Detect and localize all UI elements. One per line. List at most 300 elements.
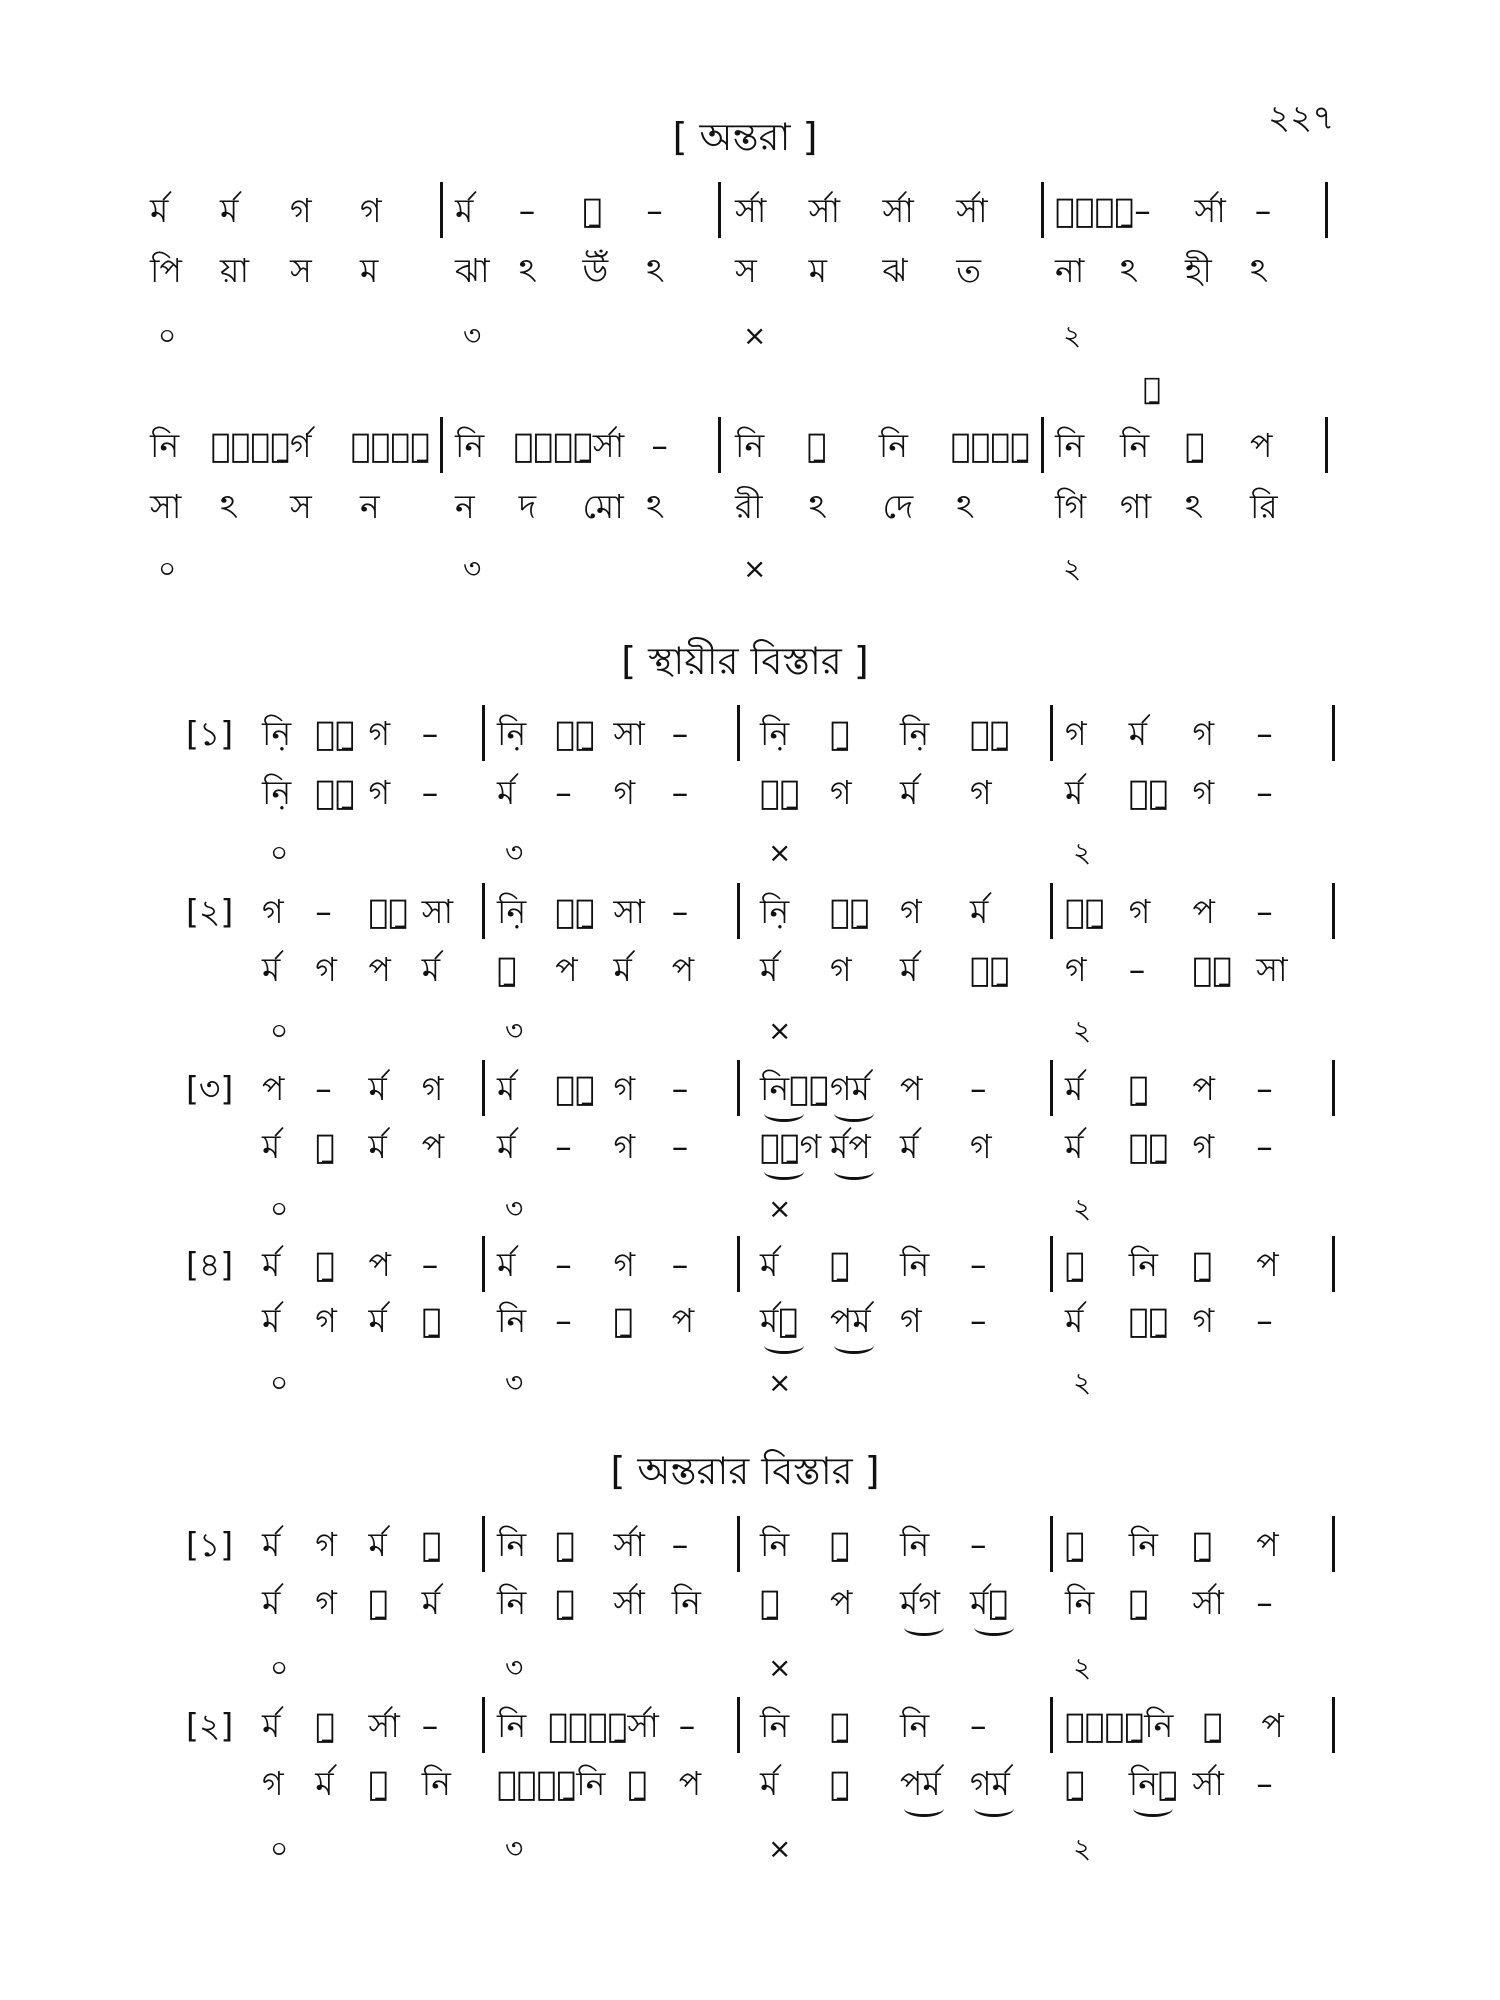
measure <box>1055 246 1315 296</box>
beat-marker-text: ৩ <box>463 319 482 352</box>
swara-note: ধ̱ <box>613 1301 634 1340</box>
beat-marker <box>270 1643 330 1693</box>
measure <box>760 887 1040 937</box>
beat-marker-text: ২ <box>1063 319 1082 352</box>
swara-note: ধ̱ <box>421 1301 442 1340</box>
swara-note: নি <box>760 1525 790 1564</box>
measure <box>735 482 1030 532</box>
measure <box>262 1578 475 1628</box>
swara-note: – <box>421 773 439 812</box>
measure <box>1055 186 1315 236</box>
swara-note: ধ̱ <box>830 1245 850 1284</box>
beat-markers-row <box>0 1006 1500 1056</box>
swara-note: প <box>830 1583 853 1622</box>
lyric-syllable: ঽ <box>1250 251 1268 290</box>
swara-note: র্ম <box>368 1127 387 1166</box>
beat-markers-row <box>0 311 1500 361</box>
swara-note: গ <box>360 191 382 230</box>
swara-note: – <box>1256 1301 1273 1340</box>
bar-line <box>1332 1516 1335 1572</box>
lyric-syllable: হী <box>1185 251 1212 290</box>
swara-note: নি <box>1128 1525 1158 1564</box>
swara-note: র্গ <box>290 426 312 465</box>
measure <box>262 1122 475 1172</box>
swara-note: পর্ম <box>900 1759 970 1809</box>
beat-marker <box>768 1358 828 1408</box>
swara-note: গ <box>613 1245 636 1284</box>
swara-note: গ <box>900 1301 922 1340</box>
swara-note: নি <box>1120 426 1150 465</box>
swara-row <box>0 1701 1500 1751</box>
swara-note: রে̱ <box>315 773 355 812</box>
swara-note: র্ম <box>150 191 169 230</box>
swara-note: নি় <box>262 773 292 812</box>
swara-note: ধ̱ <box>315 1706 336 1745</box>
swara-note: রে̱ <box>555 1069 595 1108</box>
swara-note: – <box>421 1245 439 1284</box>
swara-note: গ <box>1192 1127 1215 1166</box>
swara-note: – <box>671 773 689 812</box>
swara-note: র্ম <box>760 950 779 989</box>
swara-note: গ <box>290 191 312 230</box>
swara-note: রে̱ <box>970 950 1010 989</box>
beat-marker-text: ০ <box>270 1192 289 1225</box>
beat-marker <box>463 311 523 361</box>
swara-note: নি় <box>760 714 790 753</box>
swara-note: গ <box>900 892 922 931</box>
swara-note: নি <box>900 1706 930 1745</box>
lyric-syllable: মো <box>582 487 624 526</box>
swara-note: নি় <box>900 714 930 753</box>
swara-note: – <box>651 426 668 465</box>
swara-row <box>0 1064 1500 1114</box>
measure <box>455 482 710 532</box>
measure <box>735 186 1030 236</box>
lyric-row <box>0 482 1500 532</box>
swara-note: গ <box>315 950 337 989</box>
swara-note: – <box>555 773 572 812</box>
swara-note: ধ̱ <box>368 1764 389 1803</box>
swara-note: র্ম <box>900 1127 919 1166</box>
swara-note: ধ̱ <box>830 1706 850 1745</box>
beat-marker-text: ৩ <box>505 1366 524 1399</box>
lyric-syllable: স <box>290 487 312 526</box>
bar-line <box>440 182 443 238</box>
swara-row <box>0 1296 1500 1346</box>
swara-note: প <box>1250 426 1273 465</box>
swara-note: র্সা <box>956 191 988 230</box>
swara-note: – <box>555 1301 572 1340</box>
swara-row <box>0 768 1500 818</box>
swara-row <box>0 1122 1500 1172</box>
swara-note: র্ম <box>262 1583 281 1622</box>
measure <box>497 945 730 995</box>
measure <box>150 421 430 471</box>
beat-marker-text: ০ <box>270 1014 289 1047</box>
swara-note: গ <box>315 1525 337 1564</box>
swara-note: প <box>368 1245 391 1284</box>
swara-note: রে̱ <box>368 892 409 931</box>
swara-note: প <box>900 1069 923 1108</box>
swara-note: গ <box>315 1583 337 1622</box>
swara-note: রে̱ <box>555 892 595 931</box>
swara-note: গ <box>970 773 992 812</box>
swara-note: র্সা <box>1192 1764 1224 1803</box>
swara-note: নি <box>900 1525 930 1564</box>
swara-note: র্সা <box>735 191 767 230</box>
beat-marker <box>505 1643 565 1693</box>
swara-note: – <box>1256 1127 1273 1166</box>
beat-marker <box>505 1006 565 1056</box>
swara-row <box>0 186 1500 236</box>
swara-note: ধ̱ <box>1065 1245 1085 1284</box>
lyric-row <box>0 246 1500 296</box>
swara-note: র্সা <box>613 1583 645 1622</box>
beat-marker-text: ০ <box>270 1366 289 1399</box>
swara-note: র্ম <box>262 1525 281 1564</box>
bar-line <box>1050 1060 1053 1116</box>
swara-note: – <box>1128 950 1146 989</box>
bar-line <box>1050 705 1053 761</box>
swara-note: ধ̱ <box>1202 1706 1223 1745</box>
beat-marker-text: ০ <box>158 552 177 585</box>
beat-markers-row <box>0 1358 1500 1408</box>
swara-note: ধ̱ <box>806 426 827 465</box>
measure <box>262 1759 475 1809</box>
measure <box>735 421 1030 471</box>
swara-note: নি় <box>497 714 527 753</box>
swara-note: ধ̱ <box>1192 1525 1213 1564</box>
lyric-syllable: ন <box>455 487 475 526</box>
lyric-syllable: ম <box>360 251 379 290</box>
swara-note: – <box>970 1245 987 1284</box>
measure <box>760 945 1040 995</box>
swara-note: গ <box>368 773 391 812</box>
beat-marker <box>270 1184 330 1234</box>
lyric-syllable: ঽ <box>646 487 665 526</box>
beat-marker-text: ২ <box>1063 552 1082 585</box>
measure <box>1065 887 1320 937</box>
swara-note: র্ম <box>262 1706 281 1745</box>
measure <box>1065 1240 1320 1290</box>
vistar-number-label: [১] <box>186 1525 234 1564</box>
swara-note: রে̱ <box>760 773 800 812</box>
measure <box>497 1701 730 1751</box>
beat-marker <box>768 1824 828 1874</box>
swara-note: গ <box>1065 950 1087 989</box>
swara-note: – <box>315 892 332 931</box>
measure <box>1065 1296 1320 1346</box>
swara-note: র্ম <box>262 950 281 989</box>
swara-note: ধ̱ <box>830 1764 850 1803</box>
beat-marker <box>768 828 828 878</box>
swara-note: – <box>671 1245 689 1284</box>
measure <box>262 945 475 995</box>
swara-note: রে̱ <box>1128 773 1169 812</box>
swara-note: র্মধ̱ <box>760 1296 830 1346</box>
swara-note: র্ম <box>455 191 474 230</box>
swara-note: গ <box>421 1069 444 1108</box>
swara-row <box>0 1759 1500 1809</box>
swara-note: গ <box>262 892 284 931</box>
swara-note: ধ̱ <box>1185 426 1205 465</box>
beat-marker-text: × <box>743 319 767 352</box>
beat-marker-text: ০ <box>270 1832 289 1865</box>
lyric-syllable: গি <box>1055 487 1087 526</box>
swara-note: নি <box>1065 1583 1095 1622</box>
swara-note: – <box>421 1706 439 1745</box>
swara-note: গ <box>1128 892 1151 931</box>
swara-note: র্ম <box>1065 1301 1084 1340</box>
swara-note: র্রে̱ <box>497 1764 577 1803</box>
swara-note: নি <box>497 1583 527 1622</box>
swara-note: র্রে̱ <box>350 426 430 465</box>
measure <box>262 1296 475 1346</box>
swara-note: নি <box>576 1764 606 1803</box>
swara-note: র্সা <box>592 426 625 465</box>
swara-note: রে̱ <box>315 714 355 753</box>
beat-markers-row <box>0 828 1500 878</box>
beat-marker <box>158 311 218 361</box>
swara-note: র্মপ <box>830 1122 900 1172</box>
swara-note: সা <box>421 892 454 931</box>
lyric-syllable: ঝ <box>882 251 908 290</box>
swara-note: নি <box>760 1706 790 1745</box>
bar-line <box>737 1060 740 1116</box>
measure <box>1065 1122 1320 1172</box>
vistar-number-label: [৪] <box>186 1245 234 1284</box>
swara-note: নি <box>150 426 180 465</box>
measure <box>497 1240 730 1290</box>
lyric-syllable: রি <box>1250 487 1278 526</box>
swara-note: গ <box>613 1069 636 1108</box>
bar-line <box>718 182 721 238</box>
bar-line <box>1332 705 1335 761</box>
swara-note: গ <box>315 1301 337 1340</box>
swara-note: র্ম <box>497 773 516 812</box>
swara-note: নি় <box>262 714 292 753</box>
kan-swara: ধ̱ <box>1143 372 1162 407</box>
lyric-syllable: উঁ <box>582 251 609 290</box>
swara-note: র্ম <box>368 1069 387 1108</box>
measure <box>262 709 475 759</box>
swara-note: – <box>970 1706 987 1745</box>
measure <box>497 1759 730 1809</box>
swara-note: প <box>1192 892 1215 931</box>
measure <box>497 709 730 759</box>
swara-note: র্সা <box>808 191 841 230</box>
beat-marker-text: × <box>768 836 792 869</box>
beat-marker <box>768 1643 828 1693</box>
lyric-syllable: ঽ <box>956 487 975 526</box>
swara-note: নি <box>735 426 765 465</box>
swara-note: র্মধ̱ <box>970 1578 1040 1628</box>
swara-note: ধ̱ <box>830 1525 850 1564</box>
swara-note: র্ম <box>262 1127 281 1166</box>
swara-note: প <box>671 1301 695 1340</box>
beat-marker <box>270 1824 330 1874</box>
swara-note: র্সা <box>368 1706 400 1745</box>
swara-note: নিরে̱ <box>760 1064 830 1114</box>
swara-note: ধ̱ <box>830 714 850 753</box>
swara-note: – <box>970 1525 987 1564</box>
swara-note: ধ̱ <box>368 1583 389 1622</box>
beat-marker-text: × <box>768 1014 792 1047</box>
beat-marker <box>1063 544 1123 594</box>
beat-marker <box>270 828 330 878</box>
swara-note: ধ̱ <box>1065 1764 1085 1803</box>
swara-note: পর্ম <box>830 1296 900 1346</box>
beat-marker <box>1073 1184 1133 1234</box>
measure <box>150 186 430 236</box>
swara-note: সা <box>613 892 645 931</box>
measure <box>262 1240 475 1290</box>
swara-note: র্ম <box>368 1301 387 1340</box>
swara-note: রে̱ <box>1065 892 1105 931</box>
beat-marker-text: ২ <box>1073 1192 1092 1225</box>
swara-row <box>0 887 1500 937</box>
swara-note: র্রে̱ <box>210 426 290 465</box>
swara-note: র্রে̱ <box>1055 191 1135 230</box>
bar-line <box>482 1516 485 1572</box>
swara-note: র্রে̱ <box>950 426 1030 465</box>
swara-note: – <box>1256 892 1273 931</box>
swara-note: নি <box>1128 1245 1158 1284</box>
lyric-syllable: স <box>735 251 757 290</box>
section-title: [ স্থায়ীর বিস্তার ] <box>621 639 869 683</box>
beat-marker-text: ৩ <box>505 836 524 869</box>
swara-note: সা <box>1256 950 1288 989</box>
swara-note: – <box>1256 1583 1273 1622</box>
beat-marker <box>505 828 565 878</box>
swara-note: নি় <box>497 892 527 931</box>
measure <box>497 887 730 937</box>
bar-line <box>1332 1697 1335 1753</box>
lyric-syllable: ঽ <box>646 251 665 290</box>
measure <box>1065 709 1320 759</box>
lyric-syllable: দে <box>882 487 914 526</box>
swara-note: র্রে̱ <box>513 426 593 465</box>
measure <box>497 768 730 818</box>
swara-note: – <box>671 1127 689 1166</box>
swara-note: – <box>671 1525 689 1564</box>
swara-note: প <box>1256 1245 1279 1284</box>
vistar-number-label: [৩] <box>186 1069 234 1108</box>
swara-note: – <box>970 1301 987 1340</box>
swara-note: – <box>671 892 689 931</box>
beat-marker <box>1073 1358 1133 1408</box>
swara-row <box>0 1578 1500 1628</box>
swara-note: র্ম <box>1128 714 1148 753</box>
beat-marker <box>505 1184 565 1234</box>
swara-note: গ <box>613 773 636 812</box>
page-number: ২২৭ <box>1268 98 1335 138</box>
swara-note: র্ম <box>1065 1127 1084 1166</box>
beat-markers-row <box>0 1184 1500 1234</box>
beat-markers-row <box>0 1824 1500 1874</box>
beat-marker <box>743 311 803 361</box>
swara-note: – <box>671 1069 689 1108</box>
lyric-syllable: ঝা <box>455 251 490 290</box>
beat-marker-text: ৩ <box>505 1832 524 1865</box>
beat-marker <box>743 544 803 594</box>
swara-note: ধ̱ <box>555 1583 576 1622</box>
swara-note: র্ম <box>497 1245 516 1284</box>
beat-marker <box>463 544 523 594</box>
lyric-syllable: ত <box>956 251 982 290</box>
swara-note: প <box>1192 1069 1215 1108</box>
beat-marker <box>1073 828 1133 878</box>
bar-line <box>1332 1236 1335 1292</box>
measure <box>1065 945 1320 995</box>
swara-note: র্ম <box>262 1301 281 1340</box>
lyric-syllable: য়া <box>220 251 250 290</box>
bar-line <box>482 1236 485 1292</box>
swara-row <box>0 421 1500 471</box>
swara-note: র্ম <box>497 1069 516 1108</box>
measure <box>760 768 1040 818</box>
beat-marker <box>1063 311 1123 361</box>
swara-note: – <box>555 1245 572 1284</box>
swara-note: ধ̱ <box>315 1127 336 1166</box>
measure <box>760 1578 1040 1628</box>
beat-marker-text: ৩ <box>505 1651 524 1684</box>
swara-note: প <box>1256 1525 1279 1564</box>
bar-line <box>737 883 740 939</box>
bar-line <box>737 705 740 761</box>
measure <box>760 709 1040 759</box>
swara-note: – <box>646 191 663 230</box>
lyric-syllable: পি <box>150 251 182 290</box>
swara-note: রে̱ <box>1192 950 1233 989</box>
swara-note: নি <box>497 1706 527 1745</box>
swara-note: গ <box>1065 714 1087 753</box>
lyric-syllable: ঽ <box>220 487 238 526</box>
swara-note: গ <box>368 714 391 753</box>
bar-line <box>1325 417 1328 473</box>
beat-marker-text: × <box>768 1832 792 1865</box>
beat-marker-text: ২ <box>1073 1014 1092 1047</box>
swara-note: নি <box>671 1583 701 1622</box>
swara-note: প <box>678 1764 702 1803</box>
bar-line <box>737 1236 740 1292</box>
vistar-number-label: [২] <box>186 1706 234 1745</box>
beat-marker <box>505 1824 565 1874</box>
measure <box>150 246 430 296</box>
beat-marker-text: ০ <box>270 1651 289 1684</box>
swara-note: নি <box>1055 426 1085 465</box>
swara-note: নি <box>497 1525 527 1564</box>
beat-marker-text: × <box>768 1651 792 1684</box>
swara-note: নি <box>497 1301 527 1340</box>
swara-note: – <box>1134 191 1151 230</box>
beat-markers-row <box>0 544 1500 594</box>
swara-note: প <box>1261 1706 1284 1745</box>
measure <box>262 1064 475 1114</box>
beat-marker <box>505 1358 565 1408</box>
swara-note: – <box>518 191 536 230</box>
lyric-syllable: ম <box>808 251 828 290</box>
measure <box>262 768 475 818</box>
measure <box>497 1296 730 1346</box>
bar-line <box>482 1697 485 1753</box>
measure <box>1065 1064 1320 1114</box>
beat-marker <box>158 544 218 594</box>
measure <box>735 246 1030 296</box>
swara-note: – <box>1254 191 1272 230</box>
swara-note: ধ̱ <box>1065 1525 1085 1564</box>
swara-note: র্সা <box>627 1706 659 1745</box>
